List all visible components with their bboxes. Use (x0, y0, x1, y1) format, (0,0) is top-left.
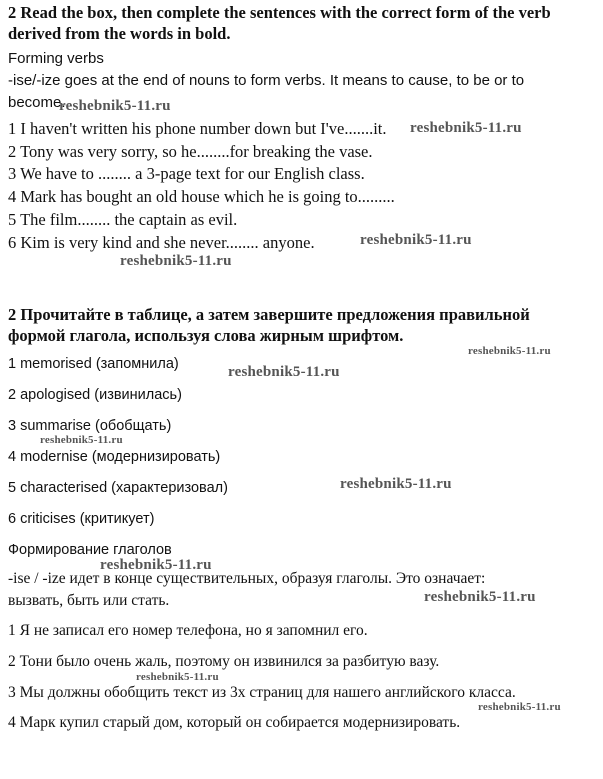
english-rule-line1: -ise/-ize goes at the end of nouns to form verbs. It means to cause, to be or to (8, 72, 525, 89)
english-sentence-5: 5 The film........ the captain as evil. (8, 210, 238, 229)
english-sentence-6: 6 Kim is very kind and she never........ anyone. (8, 233, 315, 252)
watermark: reshebnik5-11.ru (228, 364, 340, 380)
english-heading-line1: 2 Read the box, then complete the sentences with the correct form of the verb (8, 3, 551, 22)
watermark: reshebnik5-11.ru (40, 434, 123, 446)
answer-5: 5 characterised (характеризовал) (8, 480, 228, 496)
russian-rule-line1: -ise / -ize идет в конце существительных, образуя глаголы. Это означает: (8, 570, 486, 587)
english-sentence-2: 2 Tony was very sorry, so he........for breaking the vase. (8, 142, 373, 161)
translation-3: 3 Мы должны обобщить текст из 3х страниц для нашего английского класса. (8, 684, 516, 701)
russian-box-title: Формирование глаголов (8, 542, 172, 558)
watermark: reshebnik5-11.ru (100, 557, 212, 573)
watermark: reshebnik5-11.ru (478, 701, 561, 713)
english-box-title: Forming verbs (8, 50, 104, 67)
english-sentence-4: 4 Mark has bought an old house which he is going to......... (8, 187, 395, 206)
english-rule-line2: become. (8, 94, 66, 111)
watermark: reshebnik5-11.ru (424, 589, 536, 605)
watermark: reshebnik5-11.ru (468, 345, 551, 357)
answer-2: 2 apologised (извинилась) (8, 387, 182, 403)
translation-1: 1 Я не записал его номер телефона, но я запомнил его. (8, 622, 368, 639)
english-sentence-1: 1 I haven't written his phone number down but I've.......it. (8, 119, 387, 138)
watermark: reshebnik5-11.ru (136, 671, 219, 683)
watermark: reshebnik5-11.ru (360, 232, 472, 248)
watermark: reshebnik5-11.ru (120, 253, 232, 269)
russian-heading-line1: 2 Прочитайте в таблице, а затем завершите предложения правильной (8, 305, 530, 324)
answer-1: 1 memorised (запомнила) (8, 356, 179, 372)
watermark: reshebnik5-11.ru (59, 98, 171, 114)
english-sentence-3: 3 We have to ........ a 3-page text for our English class. (8, 164, 365, 183)
russian-rule-line2: вызвать, быть или стать. (8, 592, 170, 609)
english-heading-line2: derived from the words in bold. (8, 24, 231, 43)
watermark: reshebnik5-11.ru (410, 120, 522, 136)
answer-3: 3 summarise (обобщать) (8, 418, 172, 434)
translation-2: 2 Тони было очень жаль, поэтому он извинился за разбитую вазу. (8, 653, 440, 670)
answer-6: 6 criticises (критикует) (8, 511, 155, 527)
watermark: reshebnik5-11.ru (340, 476, 452, 492)
translation-4: 4 Марк купил старый дом, который он собирается модернизировать. (8, 714, 461, 731)
answer-4: 4 modernise (модернизировать) (8, 449, 221, 465)
russian-heading-line2: формой глагола, используя слова жирным шрифтом. (8, 326, 404, 345)
